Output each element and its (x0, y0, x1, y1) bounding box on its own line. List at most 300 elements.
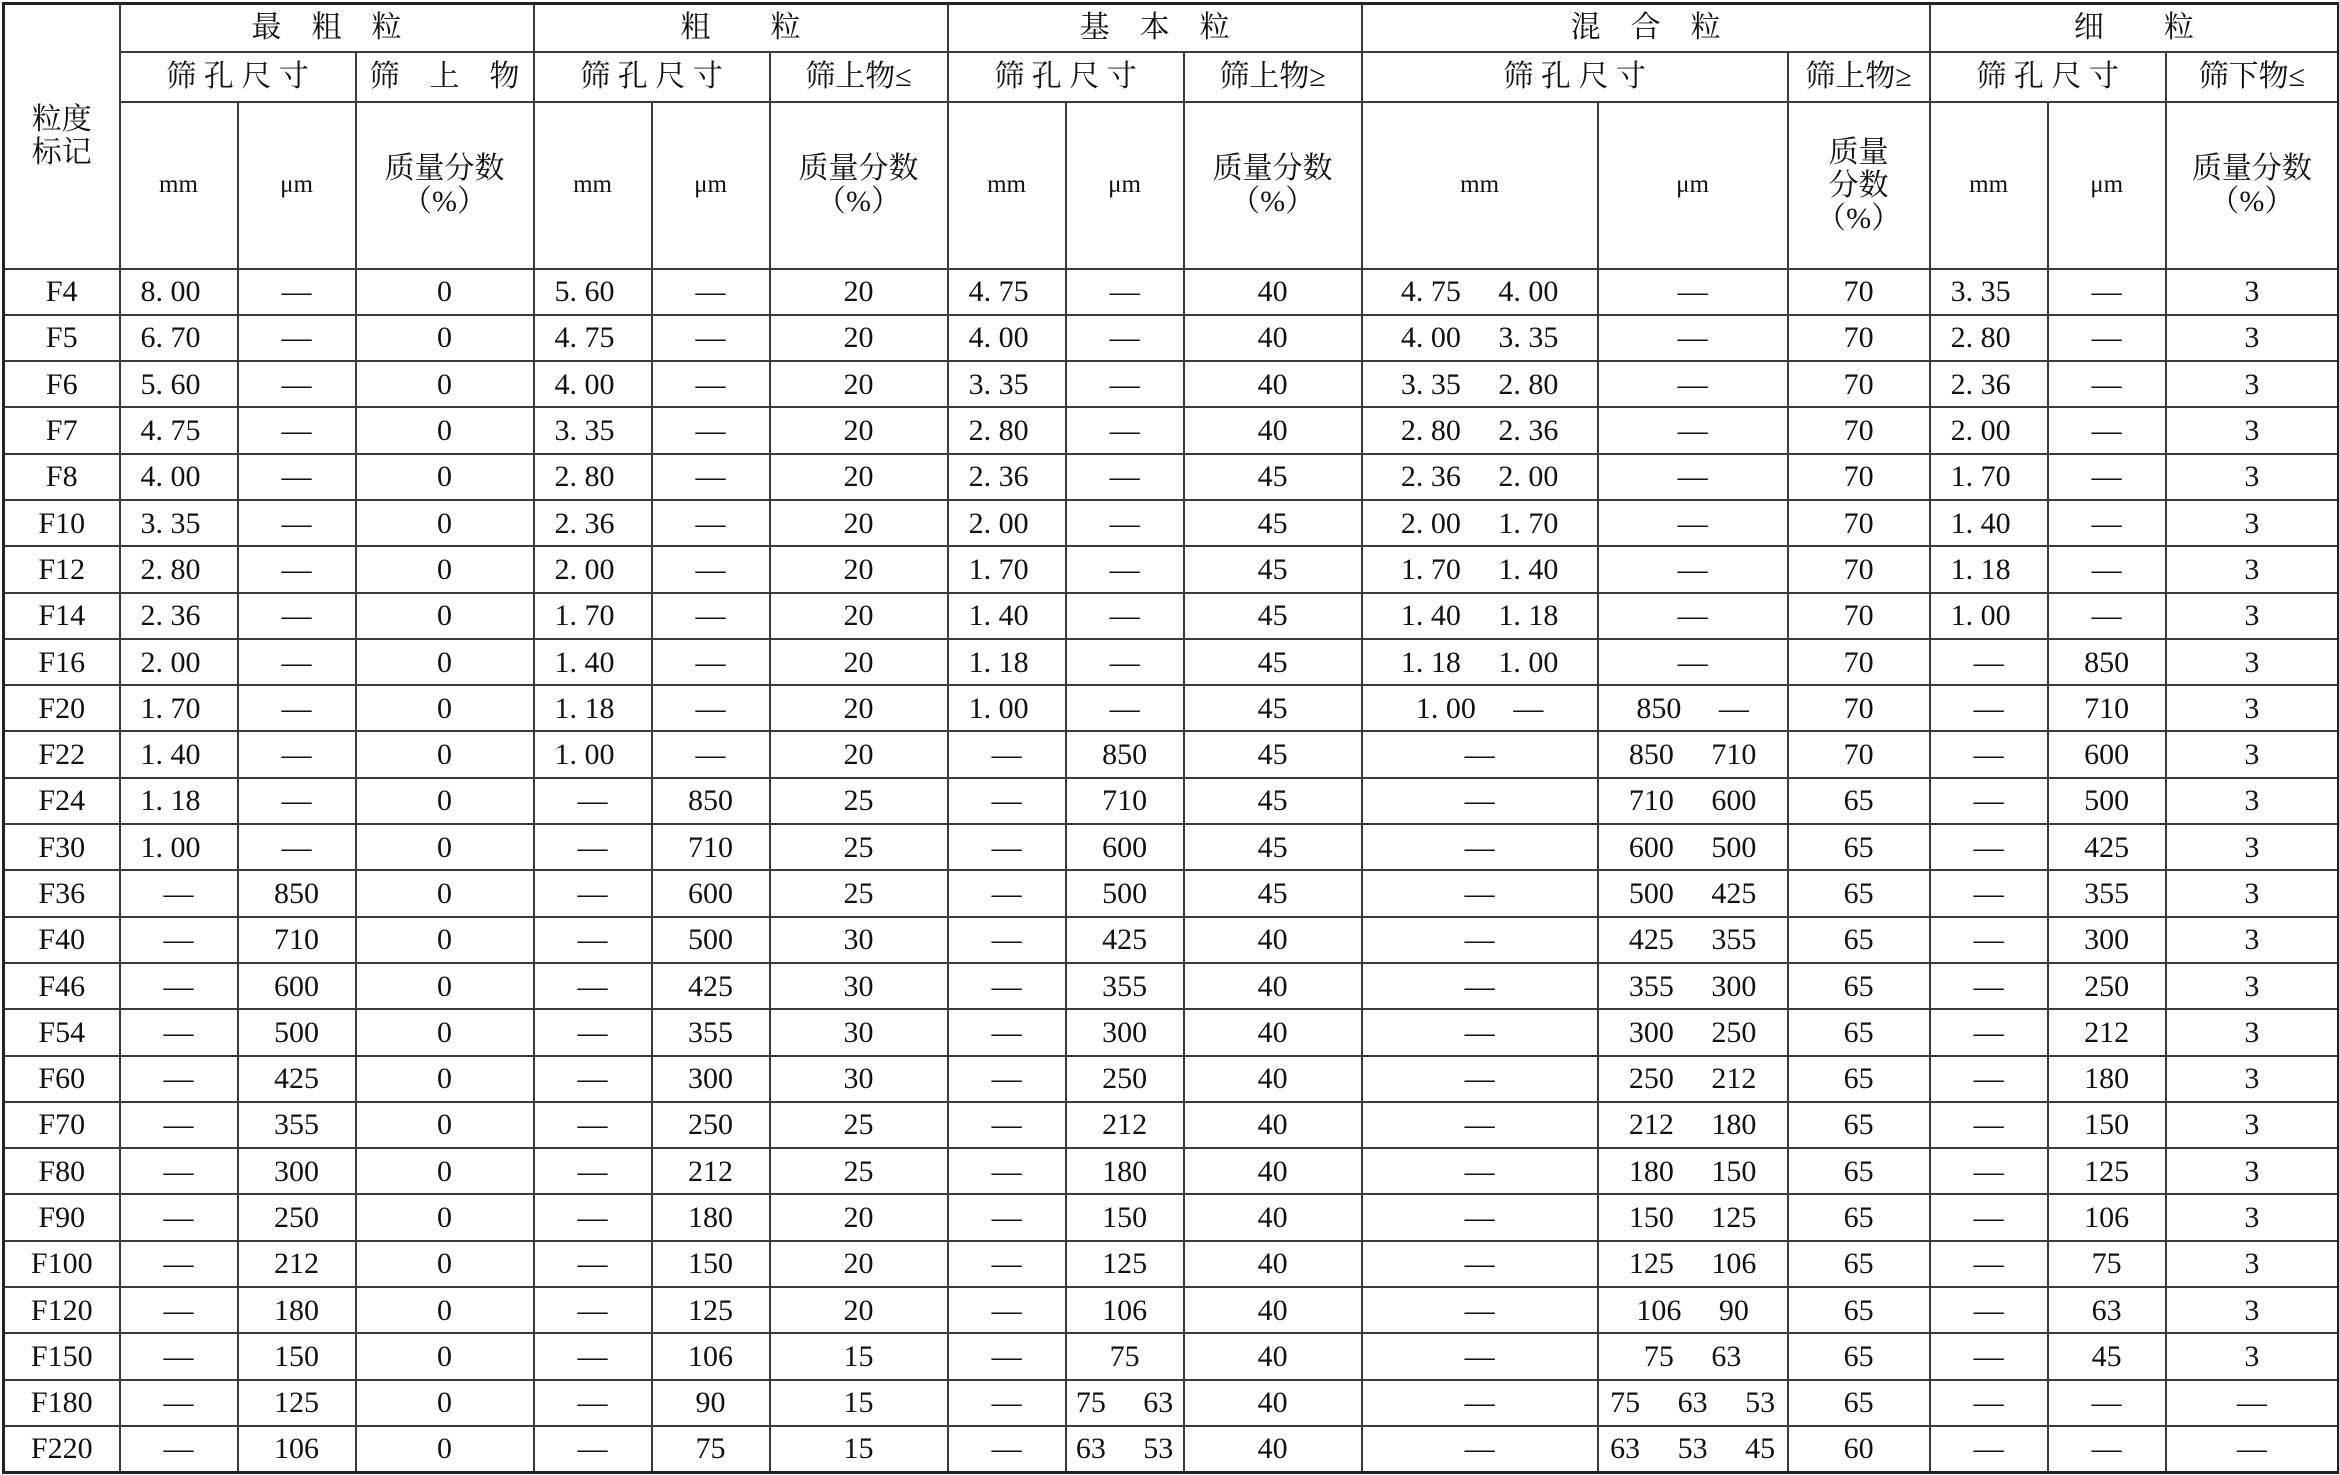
mixed-pct-cell: 70 (1788, 546, 1930, 592)
mass-fraction-text: 质量分数 （%） (2191, 152, 2312, 218)
mixed-um-cell: 212 180 (1598, 1102, 1788, 1148)
coarse-pct-cell: 20 (770, 454, 948, 500)
basic-um-cell: — (1066, 269, 1184, 315)
coarsest-mm-cell: 1. 00 (120, 824, 238, 870)
mixed-mm-cell: — (1362, 731, 1598, 777)
fine-um-cell: 212 (2048, 1009, 2166, 1055)
mixed-pct-cell: 70 (1788, 315, 1930, 361)
coarse-mm-cell: 5. 60 (534, 269, 652, 315)
basic-pct-cell: 40 (1184, 1056, 1362, 1102)
fine-mm-cell: — (1930, 1009, 2048, 1055)
coarse-um-header: μm (652, 102, 770, 269)
basic-um-cell: — (1066, 361, 1184, 407)
coarsest-pct-cell: 0 (356, 407, 534, 453)
mixed-pct-cell: 70 (1788, 731, 1930, 777)
grade-cell: F120 (4, 1287, 120, 1333)
mixed-mm-cell: — (1362, 870, 1598, 916)
basic-pct-cell: 40 (1184, 963, 1362, 1009)
coarsest-um-cell: — (238, 269, 356, 315)
mixed-um-cell: 75 63 53 (1598, 1380, 1788, 1426)
mixed-mm-cell: — (1362, 1241, 1598, 1287)
coarse-mass-fraction-header (770, 102, 948, 269)
coarsest-pct-cell: 0 (356, 1102, 534, 1148)
coarsest-pct-cell: 0 (356, 639, 534, 685)
fine-pct-cell: 3 (2166, 639, 2339, 685)
fine-um-cell: 425 (2048, 824, 2166, 870)
coarsest-mm-cell: 4. 00 (120, 454, 238, 500)
mixed-pct-cell: 70 (1788, 500, 1930, 546)
fine-um-cell: — (2048, 407, 2166, 453)
fine-mm-header: mm (1930, 102, 2048, 269)
mixed-um-cell: 180 150 (1598, 1148, 1788, 1194)
grade-cell: F70 (4, 1102, 120, 1148)
basic-pct-cell: 40 (1184, 1009, 1362, 1055)
mixed-pct-cell: 65 (1788, 1148, 1930, 1194)
coarsest-mm-cell: 3. 35 (120, 500, 238, 546)
coarsest-um-cell: — (238, 500, 356, 546)
coarsest-um-cell: — (238, 407, 356, 453)
mixed-um-cell: 600 500 (1598, 824, 1788, 870)
mixed-um-cell: — (1598, 593, 1788, 639)
basic-mm-cell: — (948, 778, 1066, 824)
fine-um-cell: 75 (2048, 1241, 2166, 1287)
fine-um-cell: 45 (2048, 1333, 2166, 1379)
basic-pct-cell: 45 (1184, 685, 1362, 731)
basic-pct-cell: 45 (1184, 870, 1362, 916)
mixed-mm-header: mm (1362, 102, 1598, 269)
mixed-pct-cell: 70 (1788, 361, 1930, 407)
fine-mm-cell: — (1930, 1287, 2048, 1333)
header-row-groups (4, 4, 2339, 52)
fine-pct-cell: 3 (2166, 685, 2339, 731)
mixed-pct-cell: 65 (1788, 1333, 1930, 1379)
fine-pct-cell: 3 (2166, 407, 2339, 453)
coarsest-pct-cell: 0 (356, 1333, 534, 1379)
mixed-um-cell: 63 53 45 (1598, 1426, 1788, 1472)
basic-um-cell: 106 (1066, 1287, 1184, 1333)
mass-fraction-text: 质量分数 （%） (798, 152, 919, 218)
mixed-um-cell: — (1598, 500, 1788, 546)
coarsest-mm-cell: 1. 18 (120, 778, 238, 824)
mixed-pct-cell: 60 (1788, 1426, 1930, 1472)
basic-um-cell: 180 (1066, 1148, 1184, 1194)
coarse-um-cell: 500 (652, 917, 770, 963)
fine-mm-cell: 2. 00 (1930, 407, 2048, 453)
basic-mm-cell: — (948, 1009, 1066, 1055)
coarsest-mm-cell: — (120, 1102, 238, 1148)
mixed-um-header: μm (1598, 102, 1788, 269)
grade-cell: F16 (4, 639, 120, 685)
basic-pct-cell: 45 (1184, 546, 1362, 592)
header-row-units (4, 102, 2339, 269)
coarse-um-cell: 250 (652, 1102, 770, 1148)
coarsest-mm-cell: — (120, 1333, 238, 1379)
table-row (4, 1287, 2339, 1333)
coarsest-mm-cell: 2. 80 (120, 546, 238, 592)
mixed-um-cell: — (1598, 407, 1788, 453)
fine-sieve-size-header: 筛 孔 尺 寸 (1930, 52, 2166, 102)
coarsest-pct-cell: 0 (356, 1009, 534, 1055)
coarse-pct-cell: 20 (770, 593, 948, 639)
grade-cell: F220 (4, 1426, 120, 1472)
fine-mm-cell: 1. 00 (1930, 593, 2048, 639)
mixed-um-cell: — (1598, 315, 1788, 361)
coarse-pct-cell: 20 (770, 407, 948, 453)
basic-mm-cell: 2. 36 (948, 454, 1066, 500)
fine-under-sieve-header: 筛下物≤ (2166, 52, 2339, 102)
table-row (4, 454, 2339, 500)
coarsest-pct-cell: 0 (356, 917, 534, 963)
basic-pct-cell: 40 (1184, 407, 1362, 453)
coarsest-mm-cell: — (120, 870, 238, 916)
basic-mm-cell: 4. 75 (948, 269, 1066, 315)
coarsest-mm-cell: 1. 40 (120, 731, 238, 777)
mixed-on-sieve-header: 筛上物≥ (1788, 52, 1930, 102)
coarse-mm-cell: — (534, 1009, 652, 1055)
basic-pct-cell: 45 (1184, 454, 1362, 500)
table-row (4, 500, 2339, 546)
coarse-mm-cell: — (534, 870, 652, 916)
basic-mm-cell: 2. 00 (948, 500, 1066, 546)
coarsest-pct-cell: 0 (356, 1426, 534, 1472)
table-row (4, 1056, 2339, 1102)
table-row (4, 269, 2339, 315)
basic-mm-cell: 1. 18 (948, 639, 1066, 685)
fine-pct-cell: 3 (2166, 1333, 2339, 1379)
fine-mm-cell: — (1930, 1194, 2048, 1240)
fine-um-cell: — (2048, 546, 2166, 592)
mixed-mm-cell: — (1362, 1009, 1598, 1055)
grade-cell: F100 (4, 1241, 120, 1287)
basic-pct-cell: 45 (1184, 500, 1362, 546)
fine-um-cell: 355 (2048, 870, 2166, 916)
coarsest-mm-header: mm (120, 102, 238, 269)
grade-cell: F10 (4, 500, 120, 546)
mixed-pct-cell: 70 (1788, 593, 1930, 639)
mixed-mm-cell: 2. 00 1. 70 (1362, 500, 1598, 546)
coarsest-mm-cell: — (120, 1426, 238, 1472)
basic-sieve-size-header: 筛 孔 尺 寸 (948, 52, 1184, 102)
coarse-pct-cell: 30 (770, 963, 948, 1009)
grade-cell: F20 (4, 685, 120, 731)
mixed-pct-cell: 70 (1788, 454, 1930, 500)
fine-pct-cell: 3 (2166, 315, 2339, 361)
coarse-um-cell: 150 (652, 1241, 770, 1287)
table-row (4, 685, 2339, 731)
mixed-um-cell: 106 90 (1598, 1287, 1788, 1333)
coarsest-pct-cell: 0 (356, 315, 534, 361)
coarse-pct-cell: 20 (770, 685, 948, 731)
basic-pct-cell: 40 (1184, 1102, 1362, 1148)
coarsest-pct-cell: 0 (356, 546, 534, 592)
table-row (4, 1009, 2339, 1055)
coarse-sieve-size-header: 筛 孔 尺 寸 (534, 52, 770, 102)
basic-um-cell: 150 (1066, 1194, 1184, 1240)
coarsest-um-cell: — (238, 593, 356, 639)
coarse-um-cell: 106 (652, 1333, 770, 1379)
coarsest-um-cell: 850 (238, 870, 356, 916)
basic-um-cell: — (1066, 454, 1184, 500)
coarsest-mm-cell: — (120, 1194, 238, 1240)
basic-um-cell: — (1066, 500, 1184, 546)
coarse-pct-cell: 20 (770, 639, 948, 685)
basic-mm-cell: — (948, 824, 1066, 870)
basic-mm-cell: 1. 40 (948, 593, 1066, 639)
table-row (4, 1194, 2339, 1240)
grade-cell: F40 (4, 917, 120, 963)
coarsest-mm-cell: 4. 75 (120, 407, 238, 453)
coarsest-um-cell: — (238, 778, 356, 824)
fine-mm-cell: 2. 80 (1930, 315, 2048, 361)
mixed-mm-cell: — (1362, 1333, 1598, 1379)
coarsest-mm-cell: — (120, 1009, 238, 1055)
coarsest-um-cell: 212 (238, 1241, 356, 1287)
basic-pct-cell: 40 (1184, 1194, 1362, 1240)
coarsest-um-cell: 500 (238, 1009, 356, 1055)
fine-um-cell: 850 (2048, 639, 2166, 685)
fine-um-cell: 600 (2048, 731, 2166, 777)
coarsest-on-sieve-header: 筛 上 物 (356, 52, 534, 102)
coarsest-um-cell: — (238, 824, 356, 870)
coarse-pct-cell: 25 (770, 870, 948, 916)
fine-mm-cell: 1. 40 (1930, 500, 2048, 546)
coarse-mm-cell: — (534, 917, 652, 963)
coarse-um-cell: 600 (652, 870, 770, 916)
fine-um-cell: 125 (2048, 1148, 2166, 1194)
grit-size-table (2, 2, 2339, 1474)
fine-mm-cell: — (1930, 1148, 2048, 1194)
fine-um-cell: 710 (2048, 685, 2166, 731)
mixed-mm-cell: — (1362, 963, 1598, 1009)
grade-cell: F90 (4, 1194, 120, 1240)
mixed-pct-cell: 70 (1788, 407, 1930, 453)
coarsest-mm-cell: — (120, 1380, 238, 1426)
coarse-pct-cell: 25 (770, 778, 948, 824)
coarse-pct-cell: 20 (770, 269, 948, 315)
mixed-pct-cell: 65 (1788, 1056, 1930, 1102)
basic-mm-cell: — (948, 731, 1066, 777)
fine-pct-cell: 3 (2166, 917, 2339, 963)
fine-mm-cell: — (1930, 870, 2048, 916)
coarse-um-cell: 425 (652, 963, 770, 1009)
basic-pct-cell: 40 (1184, 1287, 1362, 1333)
fine-pct-cell: 3 (2166, 1009, 2339, 1055)
fine-mm-cell: — (1930, 1056, 2048, 1102)
table-row (4, 1426, 2339, 1472)
fine-um-cell: 500 (2048, 778, 2166, 824)
basic-um-cell: 355 (1066, 963, 1184, 1009)
coarse-mm-cell: 2. 36 (534, 500, 652, 546)
basic-pct-cell: 40 (1184, 917, 1362, 963)
mixed-pct-cell: 65 (1788, 1102, 1930, 1148)
coarsest-pct-cell: 0 (356, 1380, 534, 1426)
coarsest-um-cell: 600 (238, 963, 356, 1009)
grade-cell: F36 (4, 870, 120, 916)
coarsest-mm-cell: 5. 60 (120, 361, 238, 407)
table-row (4, 731, 2339, 777)
fine-pct-cell: 3 (2166, 546, 2339, 592)
coarse-mm-cell: — (534, 963, 652, 1009)
coarse-mm-cell: — (534, 1194, 652, 1240)
coarsest-um-cell: — (238, 361, 356, 407)
fine-pct-cell: 3 (2166, 500, 2339, 546)
coarse-mm-cell: 4. 00 (534, 361, 652, 407)
fine-pct-cell: 3 (2166, 824, 2339, 870)
basic-mm-cell: 3. 35 (948, 361, 1066, 407)
basic-um-cell: 75 (1066, 1333, 1184, 1379)
coarse-um-cell: — (652, 639, 770, 685)
mixed-um-cell: 250 212 (1598, 1056, 1788, 1102)
coarse-mm-cell: — (534, 1333, 652, 1379)
coarse-pct-cell: 20 (770, 500, 948, 546)
coarse-mm-cell: — (534, 1426, 652, 1472)
grade-cell: F4 (4, 269, 120, 315)
basic-pct-cell: 45 (1184, 778, 1362, 824)
table-row (4, 546, 2339, 592)
fine-um-cell: 250 (2048, 963, 2166, 1009)
basic-pct-cell: 40 (1184, 1426, 1362, 1472)
coarsest-pct-cell: 0 (356, 454, 534, 500)
basic-pct-cell: 45 (1184, 824, 1362, 870)
mixed-mm-cell: — (1362, 1380, 1598, 1426)
basic-mm-cell: — (948, 1194, 1066, 1240)
basic-um-cell: — (1066, 546, 1184, 592)
basic-um-cell: 75 63 (1066, 1380, 1184, 1426)
coarsest-pct-cell: 0 (356, 731, 534, 777)
fine-um-cell: — (2048, 500, 2166, 546)
coarse-pct-cell: 25 (770, 824, 948, 870)
coarsest-mm-cell: — (120, 1148, 238, 1194)
coarsest-um-cell: 106 (238, 1426, 356, 1472)
group-header-fine: 细 粒 (1930, 4, 2339, 52)
mixed-um-cell: 425 355 (1598, 917, 1788, 963)
coarsest-pct-cell: 0 (356, 824, 534, 870)
coarsest-um-cell: — (238, 546, 356, 592)
grade-cell: F60 (4, 1056, 120, 1102)
coarse-pct-cell: 30 (770, 1056, 948, 1102)
basic-mm-cell: — (948, 870, 1066, 916)
mixed-pct-cell: 70 (1788, 685, 1930, 731)
coarse-mm-header: mm (534, 102, 652, 269)
coarsest-mm-cell: — (120, 1056, 238, 1102)
coarse-mm-cell: 1. 00 (534, 731, 652, 777)
basic-pct-cell: 45 (1184, 731, 1362, 777)
fine-pct-cell: 3 (2166, 778, 2339, 824)
basic-mm-cell: — (948, 1056, 1066, 1102)
fine-um-cell: 63 (2048, 1287, 2166, 1333)
fine-mm-cell: — (1930, 1380, 2048, 1426)
coarsest-pct-cell: 0 (356, 1148, 534, 1194)
fine-um-cell: — (2048, 361, 2166, 407)
basic-mm-cell: 1. 70 (948, 546, 1066, 592)
coarsest-um-cell: — (238, 639, 356, 685)
mixed-pct-cell: 65 (1788, 778, 1930, 824)
coarse-pct-cell: 20 (770, 1241, 948, 1287)
mixed-pct-cell: 70 (1788, 639, 1930, 685)
coarse-mm-cell: 2. 00 (534, 546, 652, 592)
basic-mm-cell: — (948, 1148, 1066, 1194)
coarsest-um-cell: 180 (238, 1287, 356, 1333)
mixed-sieve-size-header: 筛 孔 尺 寸 (1362, 52, 1788, 102)
basic-pct-cell: 40 (1184, 1380, 1362, 1426)
coarse-mm-cell: — (534, 1102, 652, 1148)
group-header-basic: 基 本 粒 (948, 4, 1362, 52)
coarse-um-cell: — (652, 454, 770, 500)
coarse-um-cell: 710 (652, 824, 770, 870)
fine-pct-cell: — (2166, 1380, 2339, 1426)
mixed-pct-cell: 70 (1788, 269, 1930, 315)
fine-mm-cell: — (1930, 1426, 2048, 1472)
mixed-mm-cell: — (1362, 1194, 1598, 1240)
fine-um-cell: — (2048, 1426, 2166, 1472)
group-header-mixed: 混 合 粒 (1362, 4, 1930, 52)
coarsest-pct-cell: 0 (356, 593, 534, 639)
coarse-pct-cell: 20 (770, 1194, 948, 1240)
mass-fraction-text: 质量分数 （%） (1212, 152, 1333, 218)
fine-um-cell: — (2048, 454, 2166, 500)
fine-mm-cell: — (1930, 685, 2048, 731)
basic-mm-cell: 2. 80 (948, 407, 1066, 453)
grade-cell: F8 (4, 454, 120, 500)
coarsest-um-cell: 250 (238, 1194, 356, 1240)
coarse-um-cell: 300 (652, 1056, 770, 1102)
mixed-pct-cell: 65 (1788, 824, 1930, 870)
coarse-um-cell: — (652, 546, 770, 592)
coarsest-mm-cell: 2. 00 (120, 639, 238, 685)
mixed-mm-cell: — (1362, 1102, 1598, 1148)
mixed-mm-cell: — (1362, 1056, 1598, 1102)
mixed-mm-cell: — (1362, 1426, 1598, 1472)
header-row-sieve (4, 52, 2339, 102)
mixed-pct-cell: 65 (1788, 963, 1930, 1009)
fine-pct-cell: 3 (2166, 1194, 2339, 1240)
basic-um-cell: 850 (1066, 731, 1184, 777)
table-row (4, 361, 2339, 407)
coarse-pct-cell: 25 (770, 1102, 948, 1148)
fine-pct-cell: 3 (2166, 1148, 2339, 1194)
fine-um-cell: 150 (2048, 1102, 2166, 1148)
basic-pct-cell: 40 (1184, 1148, 1362, 1194)
basic-mm-cell: — (948, 1102, 1066, 1148)
group-header-coarse: 粗 粒 (534, 4, 948, 52)
mixed-pct-cell: 65 (1788, 1194, 1930, 1240)
fine-um-cell: — (2048, 269, 2166, 315)
coarse-mm-cell: — (534, 1148, 652, 1194)
coarse-pct-cell: 20 (770, 731, 948, 777)
table-row (4, 870, 2339, 916)
fine-pct-cell: 3 (2166, 1287, 2339, 1333)
fine-mm-cell: 1. 18 (1930, 546, 2048, 592)
coarse-mm-cell: 4. 75 (534, 315, 652, 361)
coarse-um-cell: — (652, 593, 770, 639)
coarse-pct-cell: 20 (770, 361, 948, 407)
fine-um-cell: — (2048, 315, 2166, 361)
group-header-coarsest: 最 粗 粒 (120, 4, 534, 52)
coarse-um-cell: — (652, 407, 770, 453)
mixed-pct-cell: 65 (1788, 917, 1930, 963)
coarsest-mm-cell: — (120, 917, 238, 963)
coarse-um-cell: 125 (652, 1287, 770, 1333)
coarse-mm-cell: 1. 18 (534, 685, 652, 731)
coarsest-um-cell: 425 (238, 1056, 356, 1102)
table-row (4, 315, 2339, 361)
fine-pct-cell: 3 (2166, 454, 2339, 500)
mixed-mm-cell: 1. 18 1. 00 (1362, 639, 1598, 685)
fine-um-cell: — (2048, 593, 2166, 639)
table-body (4, 269, 2339, 1473)
table-row (4, 1148, 2339, 1194)
basic-um-cell: 250 (1066, 1056, 1184, 1102)
